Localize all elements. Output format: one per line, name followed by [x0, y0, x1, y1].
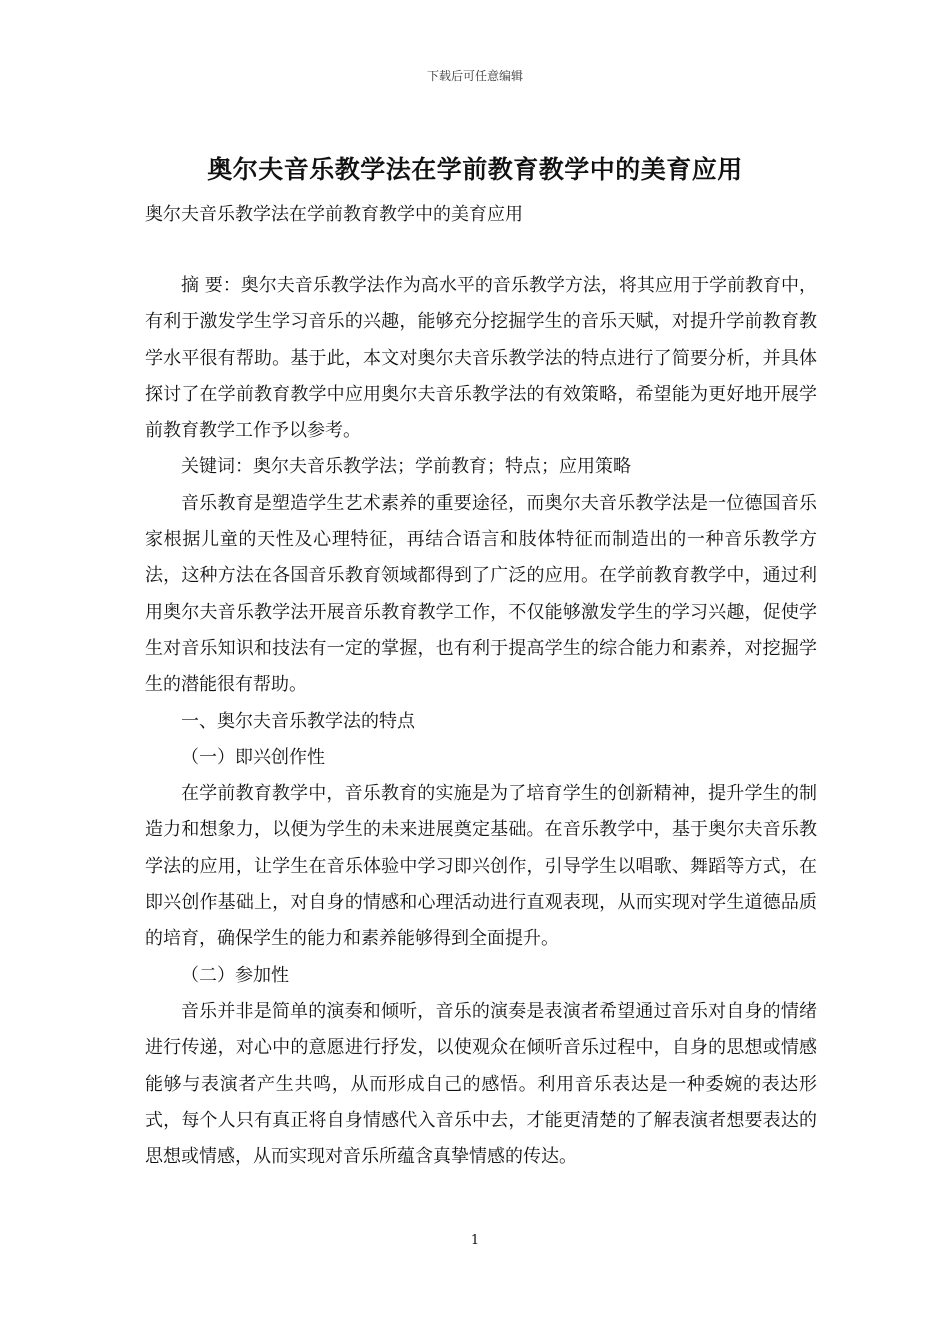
intro-paragraph: 音乐教育是塑造学生艺术素养的重要途径，而奥尔夫音乐教学法是一位德国音乐家根据儿童的天性及心理特征，再结合语言和肢体特征而制造出的一种音乐教学方法，这种方法在各国音乐教育领域都得到了广泛的应用。在学前教育教学中，通过利用奥尔夫音乐教学法开展音乐教育教学工作，不仅能够激发学生的学习兴趣，促使学生对音乐知识和技法有一定的掌握，也有利于提高学生的综合能力和素养，对挖掘学生的潜能很有帮助。	[145, 492, 817, 696]
page-number: 1	[470, 1233, 480, 1248]
document-title: 奥尔夫音乐教学法在学前教育教学中的美育应用	[207, 155, 743, 184]
document-body	[145, 268, 817, 1175]
section-heading: 一、奥尔夫音乐教学法的特点	[181, 710, 415, 732]
body-paragraph: 在学前教育教学中，音乐教育的实施是为了培育学生的创新精神，提升学生的制造力和想象力，以便为学生的未来进展奠定基础。在音乐教学中，基于奥尔夫音乐教学法的应用，让学生在音乐体验中学习即兴创作，引导学生以唱歌、舞蹈等方式，在即兴创作基础上，对自身的情感和心理活动进行直观表现，从而实现对学生道德品质的培育，确保学生的能力和素养能够得到全面提升。	[145, 783, 817, 950]
keywords-paragraph: 关键词：奥尔夫音乐教学法；学前教育；特点；应用策略	[181, 456, 631, 478]
subsection-heading: （二）参加性	[181, 964, 289, 986]
document-subtitle: 奥尔夫音乐教学法在学前教育教学中的美育应用	[145, 204, 523, 225]
abstract-paragraph: 摘 要：奥尔夫音乐教学法作为高水平的音乐教学方法，将其应用于学前教育中，有利于激发学生学习音乐的兴趣，能够充分挖掘学生的音乐天赋，对提升学前教育教学水平很有帮助。基于此，本文对奥尔夫音乐教学法的特点进行了简要分析，并具体探讨了在学前教育教学中应用奥尔夫音乐教学法的有效策略，希望能为更好地开展学前教育教学工作予以参考。	[145, 275, 817, 442]
header-note: 下载后可任意编辑	[426, 69, 523, 83]
body-paragraph: 音乐并非是简单的演奏和倾听，音乐的演奏是表演者希望通过音乐对自身的情绪进行传递，对心中的意愿进行抒发，以使观众在倾听音乐过程中，自身的思想或情感能够与表演者产生共鸣，从而形成自己的感悟。利用音乐表达是一种委婉的表达形式，每个人只有真正将自身情感代入音乐中去，才能更清楚的了解表演者想要表达的思想或情感，从而实现对音乐所蕴含真挚情感的传达。	[145, 1000, 817, 1168]
subsection-heading: （一）即兴创作性	[181, 746, 325, 768]
